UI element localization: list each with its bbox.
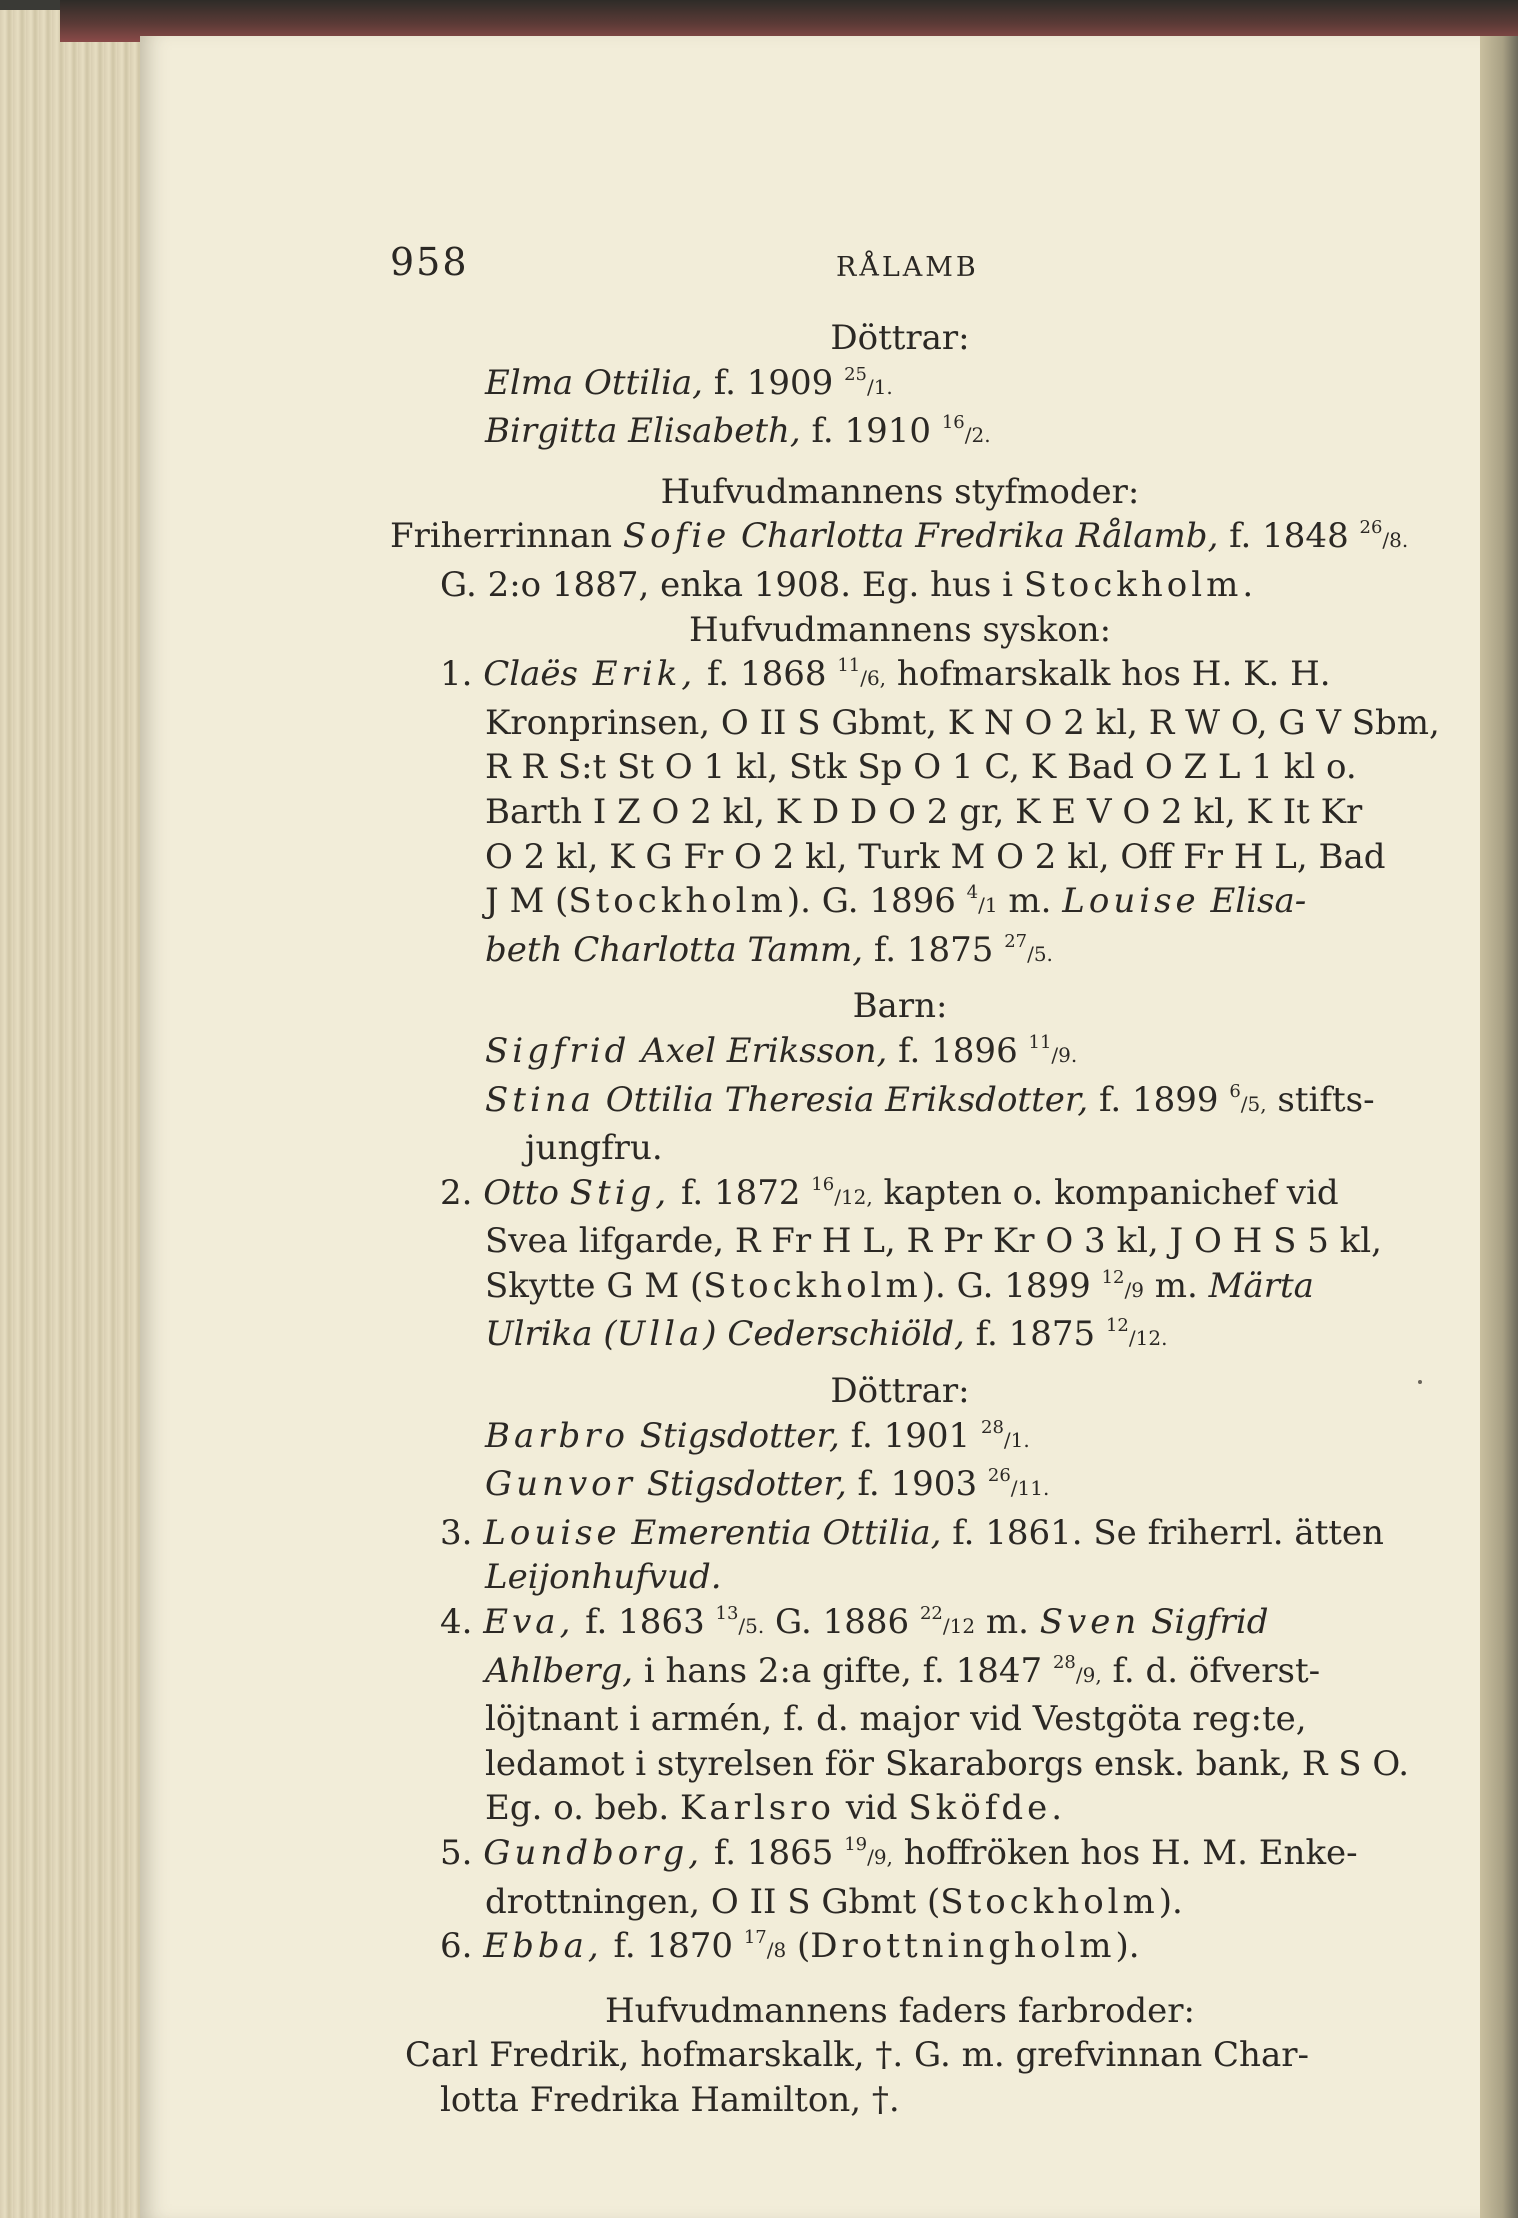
entry-line <box>240 1511 1430 1556</box>
place: Stockholm. <box>1023 564 1258 605</box>
sub: /5, <box>1240 1091 1267 1116</box>
text: m. <box>1143 1265 1209 1306</box>
sup: 4 <box>966 882 979 904</box>
name: Sigfrid <box>1140 1602 1269 1643</box>
sup: 26 <box>1359 517 1383 539</box>
name: Emerentia Ottilia, <box>620 1512 942 1553</box>
text: Kronprinsen, O II S Gbmt, K N O 2 kl, R W O, G V Sbm, <box>485 702 1440 743</box>
entry-line <box>240 1078 1430 1127</box>
entry-line <box>240 1264 1430 1313</box>
sup: 6 <box>1229 1080 1241 1102</box>
entry-line <box>240 1697 1430 1742</box>
sub: /1 <box>978 893 998 918</box>
name: Stigsdotter, <box>635 1464 847 1505</box>
text: i hans 2:a gifte, f. 1847 <box>633 1650 1053 1691</box>
text: f. 1848 <box>1218 516 1360 557</box>
sub: /9 <box>1124 1277 1144 1302</box>
place: Stockholm <box>940 1881 1159 1922</box>
entry-line <box>240 701 1440 746</box>
sub: /8 <box>766 1938 787 1963</box>
text: R R S:t St O 1 kl, Stk Sp O 1 C, K Bad O Z L 1 kl o. <box>485 747 1357 788</box>
sup: 19 <box>844 1834 868 1855</box>
sub: /2. <box>964 423 991 448</box>
entry-number: 1. <box>440 654 473 695</box>
text: f. 1901 <box>839 1415 981 1456</box>
text: f. 1875 <box>863 929 1005 970</box>
subheading-dottrar <box>240 1369 1430 1414</box>
text: f. 1863 <box>574 1602 716 1643</box>
name: Eva, <box>483 1602 575 1643</box>
sub: /9. <box>1051 1042 1078 1067</box>
text: Barth I Z O 2 kl, K D D O 2 gr, K E V O 2 kl, K It Kr <box>485 791 1363 832</box>
name: Louise <box>483 1512 621 1553</box>
place: Stockholm <box>703 1265 922 1306</box>
text: vid <box>834 1788 909 1829</box>
text: kapten o. kompanichef vid <box>872 1172 1339 1213</box>
text: Hufvudmannens styfmoder: <box>660 471 1140 512</box>
place: Sköfde. <box>908 1788 1067 1829</box>
entry-line <box>240 1924 1430 1973</box>
sup: 16 <box>811 1173 835 1195</box>
subheading-styfmoder <box>240 470 1430 515</box>
sup: 12 <box>1101 1266 1125 1288</box>
sub: /6, <box>860 666 887 691</box>
name: Ottilia Theresia Eriksdotter, <box>595 1079 1089 1120</box>
entry-line <box>240 928 1430 977</box>
subheading-farbroder <box>240 1989 1430 2034</box>
name: Otto <box>483 1172 570 1213</box>
text: f. 1870 <box>602 1926 744 1967</box>
text: f. 1861. Se friherrl. ätten <box>941 1512 1384 1553</box>
name: Erik, <box>578 654 697 695</box>
text: f. 1875 <box>964 1314 1106 1355</box>
entry-line <box>240 2033 1430 2078</box>
paper-speck <box>1418 1380 1422 1384</box>
entry-line <box>240 1414 1430 1463</box>
entry-line <box>240 652 1430 701</box>
sub: /12. <box>1128 1326 1168 1351</box>
text: Hufvudmannens faders farbroder: <box>604 1990 1196 2031</box>
page-number: 958 <box>390 240 469 284</box>
name: Gundborg, <box>483 1833 704 1873</box>
place: Drottningholm <box>810 1926 1116 1967</box>
entry-number: 4. <box>440 1602 473 1643</box>
name: Stigsdotter, <box>629 1415 840 1456</box>
entry-line <box>240 1786 1430 1831</box>
subheading-barn <box>240 984 1430 1029</box>
entry-line <box>240 1742 1430 1787</box>
text: Svea lifgarde, R Fr H L, R Pr Kr O 3 kl, J O H S 5 kl, <box>485 1221 1382 1262</box>
name: Gunvor <box>485 1464 636 1505</box>
name: Ebba, <box>483 1926 603 1967</box>
text: ). G. 1896 <box>786 881 967 922</box>
text: m. <box>975 1602 1040 1643</box>
text: G. 2:o 1887, enka 1908. Eg. hus i <box>440 564 1024 605</box>
page-right-edge <box>1480 36 1518 2218</box>
text: drottningen, O II S Gbmt ( <box>485 1881 941 1922</box>
entry-line <box>240 2078 1430 2123</box>
sub: /8. <box>1382 528 1409 553</box>
name: Leijonhufvud. <box>485 1557 722 1598</box>
entry-line <box>240 1171 1430 1220</box>
sup: 17 <box>743 1927 767 1949</box>
text: Skytte G M ( <box>485 1265 704 1306</box>
sub: /5. <box>738 1614 765 1639</box>
name: Stina <box>485 1079 595 1120</box>
name: Märta <box>1208 1265 1314 1306</box>
name: Charlotta Fredrika Rålamb, <box>730 516 1219 557</box>
text: hoffröken hos H. M. Enke- <box>892 1833 1358 1873</box>
text: Carl Fredrik, hofmarskalk, †. G. m. grefvinnan Char- <box>405 2035 1309 2076</box>
sup: 11 <box>1028 1031 1052 1053</box>
name: beth Charlotta Tamm, <box>485 929 864 970</box>
text: f. 1865 <box>703 1833 845 1873</box>
text: Hufvudmannens syskon: <box>688 609 1112 650</box>
place: Karlsro <box>679 1788 835 1829</box>
sub: /12 <box>942 1614 976 1639</box>
entry-line <box>240 409 1430 458</box>
name: Ahlberg, <box>485 1650 634 1691</box>
name: Birgitta Elisabeth, <box>485 411 801 452</box>
sub: /9, <box>1075 1662 1102 1687</box>
entry-line <box>240 1219 1430 1264</box>
entry-line <box>240 790 1430 835</box>
subheading-dottrar <box>240 316 1430 361</box>
sup: 28 <box>981 1416 1004 1438</box>
sub: /9, <box>867 1845 893 1869</box>
name: Sofie <box>622 516 731 557</box>
text: Eg. o. beb. <box>485 1788 680 1829</box>
text: f. 1903 <box>846 1464 988 1505</box>
sup: 13 <box>715 1603 739 1625</box>
sup: 28 <box>1052 1651 1076 1673</box>
entry-line <box>240 1649 1430 1698</box>
entry-line <box>240 514 1430 563</box>
name: Claës <box>483 654 578 695</box>
text: stifts- <box>1266 1079 1375 1120</box>
sup: 22 <box>919 1603 943 1625</box>
text: ). G. 1899 <box>921 1265 1102 1306</box>
text: Barn: <box>852 986 948 1027</box>
entry-line <box>240 1029 1430 1078</box>
name: Stig, <box>569 1172 671 1213</box>
text: f. 1899 <box>1088 1079 1230 1120</box>
name: Louise <box>1062 881 1200 922</box>
text: hofmarskalk hos H. K. H. <box>886 654 1331 695</box>
sup: 11 <box>837 655 861 677</box>
sup: 26 <box>987 1465 1011 1487</box>
sup: 12 <box>1105 1315 1129 1337</box>
text: f. 1909 <box>702 362 845 403</box>
text: m. <box>997 881 1063 922</box>
text: Döttrar: <box>830 1371 970 1412</box>
name: Elma Ottilia, <box>485 362 703 403</box>
text: jungfru. <box>525 1128 663 1169</box>
entry-line <box>240 1880 1430 1925</box>
sub: /1. <box>1003 1427 1030 1452</box>
text: G. 1886 <box>764 1602 920 1643</box>
entry-line <box>240 835 1430 880</box>
text: f. 1896 <box>887 1030 1029 1071</box>
entry-number: 6. <box>440 1926 473 1967</box>
entry-line <box>240 879 1430 928</box>
entry-number: 2. <box>440 1172 473 1213</box>
text: Friherrinnan <box>390 516 623 557</box>
sup: 27 <box>1004 930 1028 952</box>
text: ). <box>1115 1926 1140 1967</box>
sub: /5. <box>1027 941 1053 966</box>
sub: /12, <box>834 1184 873 1209</box>
text: O 2 kl, K G Fr O 2 kl, Turk M O 2 kl, Off Fr H L, Bad <box>485 836 1386 877</box>
text: Döttrar: <box>830 318 970 358</box>
entry-line <box>240 563 1430 608</box>
entry-number: 3. <box>440 1512 473 1553</box>
entry-line <box>240 361 1430 410</box>
text: löjtnant i armén, f. d. major vid Vestgöta reg:te, <box>485 1699 1307 1740</box>
sup: 16 <box>941 412 965 434</box>
name: Axel Eriksson, <box>630 1030 888 1071</box>
page-content <box>240 240 1440 2123</box>
running-head: RÅLAMB <box>836 252 979 283</box>
text: f. d. öfverst- <box>1101 1650 1321 1691</box>
text: ( <box>786 1926 811 1967</box>
page-header <box>240 240 1430 300</box>
text: f. 1872 <box>670 1172 812 1213</box>
page-stack-edge <box>0 10 150 2218</box>
place: Stockholm <box>568 881 787 922</box>
entry-line <box>240 1126 1430 1171</box>
name: Sven <box>1039 1602 1141 1643</box>
text: J M ( <box>485 881 569 922</box>
entry-line <box>240 1555 1430 1600</box>
entry-line <box>240 1831 1430 1880</box>
entry-line <box>240 1312 1430 1361</box>
name: ) Cederschiöld, <box>703 1314 965 1355</box>
entry-number: 5. <box>440 1833 473 1873</box>
text: ledamot i styrelsen för Skaraborgs ensk. bank, R S O. <box>485 1743 1410 1784</box>
name: Sigfrid <box>485 1030 631 1071</box>
text: ). <box>1158 1881 1183 1922</box>
name: Ulrika ( <box>485 1314 617 1355</box>
sub: /11. <box>1010 1476 1050 1501</box>
name: Ulla <box>616 1314 704 1355</box>
text: f. 1868 <box>696 654 838 695</box>
entry-line <box>240 1600 1430 1649</box>
text: f. 1910 <box>800 411 942 452</box>
name: Elisa- <box>1199 881 1307 922</box>
entry-line <box>240 745 1430 790</box>
sub: /1. <box>866 374 893 399</box>
name: Barbro <box>485 1415 629 1456</box>
subheading-syskon <box>240 608 1430 653</box>
entry-line <box>240 1462 1430 1511</box>
sup: 25 <box>844 363 867 385</box>
text: lotta Fredrika Hamilton, †. <box>440 2079 900 2120</box>
